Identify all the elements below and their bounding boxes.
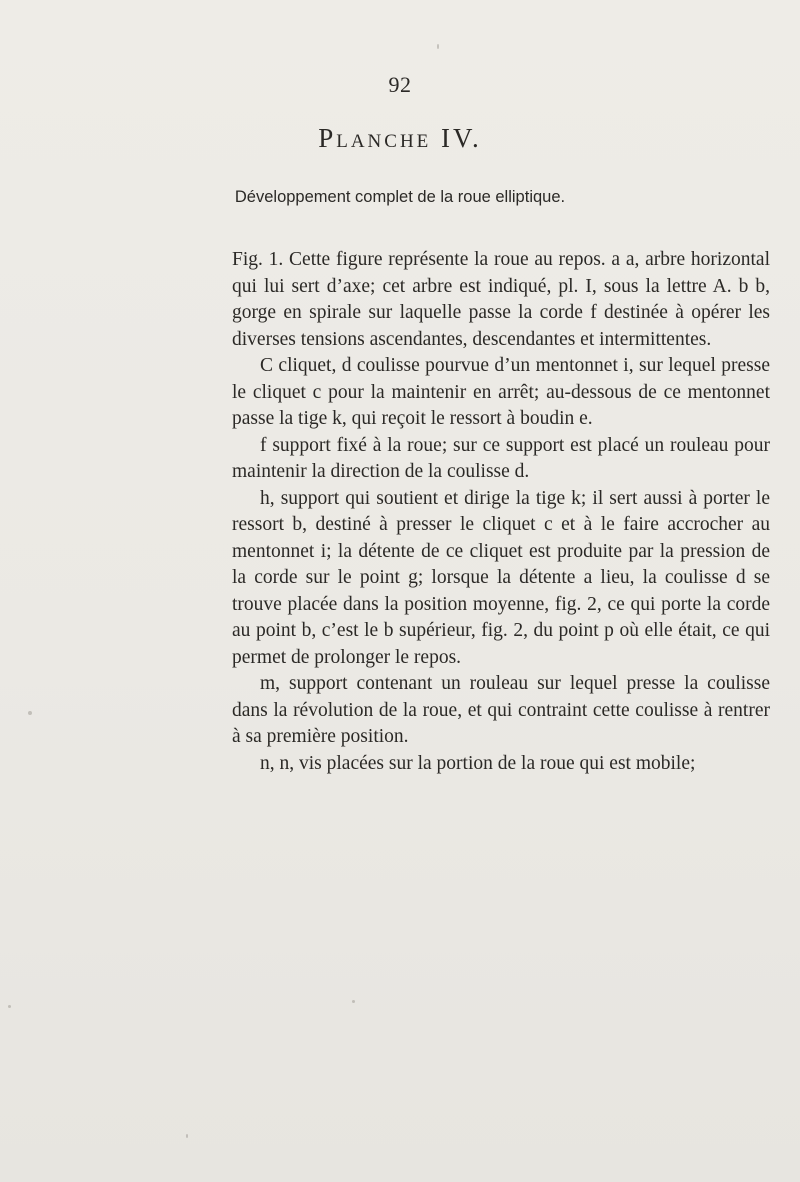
paragraph-support-f: f support fixé à la roue; sur ce support est placé un rouleau pour maintenir la direction de la coulisse d.	[232, 434, 770, 482]
plate-heading: Planche IV.	[318, 123, 482, 153]
paper-speck	[28, 711, 32, 715]
paper-speck	[8, 1005, 11, 1008]
paragraph-support-h: h, support qui soutient et dirige la tige k; il sert aussi à porter le ressort b, destiné à presser le cliquet c et à le faire accrocher au mentonnet i; la détente de ce cliquet est produite par la pression de la corde sur le point g; lorsque la détente a lieu, la coulisse d se trouve placée dans la position moyenne, fig. 2, ce qui porte la corde au point b, c’est le b supérieur, fig. 2, du point p où elle était, ce qui permet de prolonger le repos.	[232, 487, 770, 668]
paper-speck	[352, 1000, 355, 1003]
paragraph-support-m: m, support contenant un rouleau sur lequel presse la coulisse dans la révolution de la roue, et qui contraint cette coulisse à rentrer à sa première position.	[232, 673, 770, 747]
paragraph-vis-n: n, n, vis placées sur la portion de la roue qui est mobile;	[260, 752, 696, 774]
page-number: 92	[388, 72, 412, 97]
section-subtitle: Développement complet de la roue elliptique.	[234, 188, 566, 206]
paragraph-fig1: Fig. 1. Cette figure représente la roue au repos. a a, arbre horizontal qui lui sert d’axe; cet arbre est indiqué, pl. I, sous la lettre A. b b, gorge en spirale sur laquelle passe la corde f destinée à opérer les diverses tensions ascendantes, descendantes et intermittentes.	[232, 249, 770, 350]
paper-speck	[186, 1134, 188, 1138]
paper-speck	[437, 44, 439, 49]
body-text	[232, 247, 770, 777]
paragraph-cliquet: C cliquet, d coulisse pourvue d’un mentonnet i, sur lequel presse le cliquet c pour la maintenir en arrêt; au-dessous de ce mentonnet passe la tige k, qui reçoit le ressort à boudin e.	[232, 355, 770, 429]
